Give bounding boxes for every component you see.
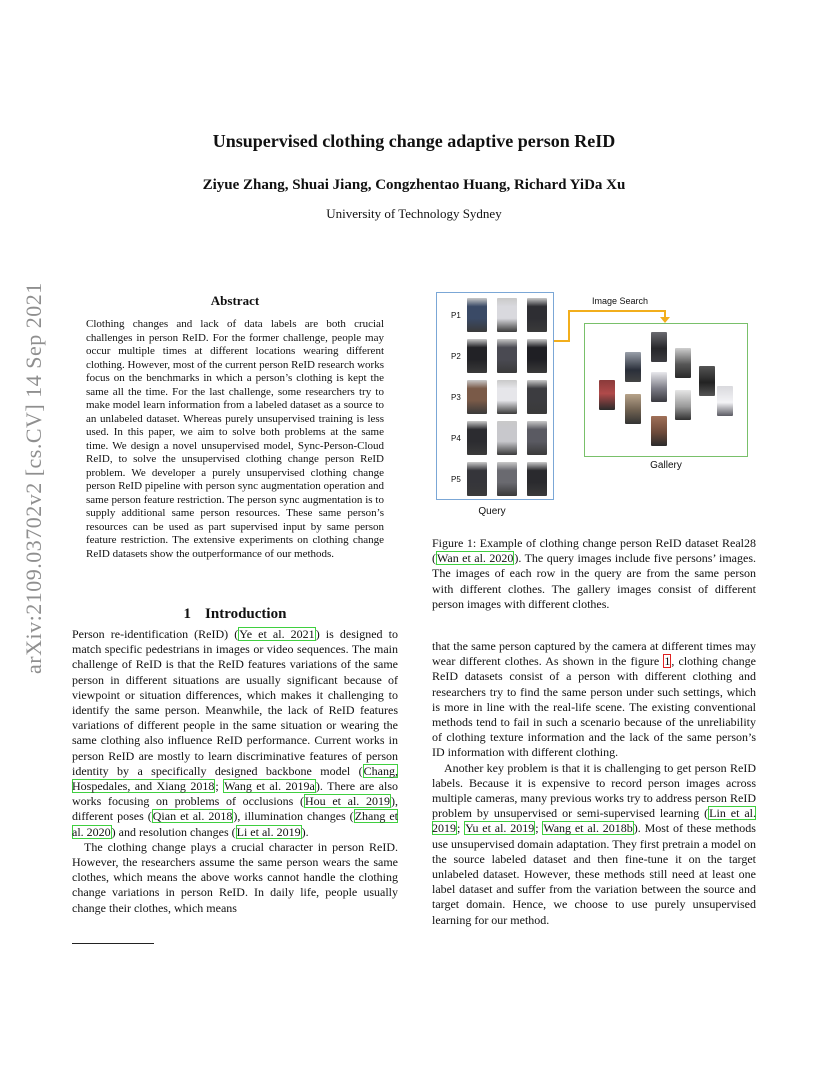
text-run: ) is designed to match specific pedestrians in images or video sequences. The main challenge of ReID is that the ReID features variations of the same person in different situations are usually significant because of viewpoint or situation differences, which makes it challenging to identify the same person. Meanwhile, the lack of ReID features variations of different people in the same situation or wearing the same clothing also influence ReID performance. Current works in person ReID are mostly to learn discriminative features of person identity by a specifically designed backbone model (	[72, 627, 398, 778]
query-person-image	[497, 339, 517, 373]
paper-affiliation: University of Technology Sydney	[326, 206, 502, 221]
text-run: ). The query images include five persons’ images. The images of each row in the query are from the same person with different clothes. The gallery images consist of different person images with different clothes.	[432, 551, 757, 611]
query-row-label: P4	[451, 434, 461, 443]
text-run: ), illumination changes (	[233, 809, 354, 824]
text-run: ).	[301, 824, 309, 839]
image-search-label: Image Search	[591, 296, 649, 306]
text-run: ) and resolution changes (	[111, 824, 236, 839]
search-arrow-segment	[568, 310, 666, 312]
citation-link[interactable]: Wang et al. 2018b	[543, 821, 633, 836]
citation-link[interactable]: Lin et al. 2019	[432, 806, 757, 836]
text-run: that the same person captured by the camera at different times may wear different clothes. As shown in the figure	[432, 639, 756, 669]
gallery-person-image	[675, 348, 691, 378]
text-run: ;	[215, 779, 224, 794]
gallery-person-image	[625, 394, 641, 424]
query-person-image	[467, 298, 487, 332]
query-row-label: P1	[451, 311, 461, 320]
query-person-image	[467, 380, 487, 414]
citation-link[interactable]: Zhang et al. 2020	[72, 809, 398, 839]
text-run: Person re-identification (ReID) (	[72, 627, 239, 641]
arxiv-identifier-stamp: arXiv:2109.03702v2 [cs.CV] 14 Sep 2021	[21, 282, 46, 674]
gallery-person-image	[651, 416, 667, 446]
gallery-person-image	[599, 380, 615, 410]
query-label: Query	[478, 506, 506, 517]
query-person-image	[467, 339, 487, 373]
gallery-person-image	[699, 366, 715, 396]
query-person-image	[527, 421, 547, 455]
citation-link[interactable]: Wang et al. 2019a	[224, 779, 315, 794]
section-number: 1	[183, 606, 192, 622]
text-run: ;	[457, 821, 465, 836]
query-person-image	[467, 421, 487, 455]
query-person-image	[527, 339, 547, 373]
text-run: ). There are also works focusing on problems of occlusions (	[72, 779, 398, 809]
intro-paragraph-3	[432, 639, 756, 761]
abstract-heading: Abstract	[210, 293, 260, 308]
query-row-label: P3	[451, 393, 461, 402]
citation-link[interactable]: Wan et al. 2020	[437, 551, 514, 566]
query-person-image	[467, 462, 487, 496]
gallery-panel	[584, 323, 748, 457]
footnote-rule	[72, 943, 154, 944]
query-row-label: P2	[451, 352, 461, 361]
citation-link[interactable]: Hou et al. 2019	[304, 794, 390, 809]
intro-paragraph-1	[72, 627, 398, 840]
citation-link[interactable]: Yu et al. 2019	[465, 821, 535, 836]
query-person-image	[497, 462, 517, 496]
citation-link[interactable]: Qian et al. 2018	[152, 809, 233, 824]
text-run: ;	[535, 821, 543, 836]
text-run: ), different poses (	[72, 794, 398, 824]
search-arrow-segment	[568, 310, 570, 342]
figure-reference-link[interactable]: 1	[664, 654, 671, 669]
query-person-image	[527, 462, 547, 496]
section-heading-introduction	[72, 606, 398, 623]
left-column-body	[72, 627, 398, 916]
query-person-image	[497, 298, 517, 332]
section-title: Introduction	[205, 606, 287, 622]
text-run: Figure 1: Example of clothing change person ReID dataset Real28 (	[432, 536, 756, 566]
paper-authors: Ziyue Zhang, Shuai Jiang, Congzhentao Huang, Richard YiDa Xu	[202, 177, 626, 193]
citation-link[interactable]: Li et al. 2019	[236, 824, 301, 839]
text-run: , clothing change ReID datasets consist of a person with different clothing and researchers try to find the same person under such settings, which is more in line with the real-life scene. The existing conventional methods tend to fail in such a scenario because of the unreliability of clothing texture information and the lack of the same person’s ID information with different clothing.	[432, 654, 756, 760]
query-person-image	[497, 421, 517, 455]
abstract-text: Clothing changes and lack of data labels are both crucial challenges in person ReID. For the former challenge, people may occur multiple times at different locations wearing different clothing. However, most of the current person ReID research works focus on the benchmarks in which a person’s clothing is kept the same all the time. For the last challenge, some researchers try to make model learn information from a labeled dataset as a source to an unlabeled dataset. Whereas purely unsupervised training is less used. In this paper, we aim to solve both problems at the same time. We design a novel unsupervised model, Sync-Person-Cloud ReID, to solve the unsupervised clothing change person ReID problem. We developer a purely unsupervised clothing change person ReID pipeline with person sync augmentation operation and same person feature restriction. The person sync augmentation is to supply additional same person resources. These same person’s resources can be used as part supervised input by same person feature restriction. The extensive experiments on clothing change ReID datasets show the outperformance of our methods.	[86, 318, 384, 560]
query-person-image	[527, 298, 547, 332]
gallery-person-image	[651, 332, 667, 362]
intro-paragraph-4	[432, 761, 756, 928]
intro-paragraph-2: The clothing change plays a crucial character in person ReID. However, the researchers assume the same person wears the same clothes, which means the above works cannot handle the clothing change variations in person ReID. In daily life, people usually change their clothes, which means	[72, 839, 398, 915]
paper-title: Unsupervised clothing change adaptive person ReID	[212, 131, 616, 151]
gallery-person-image	[717, 386, 733, 416]
gallery-label: Gallery	[650, 460, 682, 471]
figure-caption	[432, 536, 756, 612]
text-run: ). Most of these methods use unsupervised domain adaptation. They first pretrain a model on the source labeled dataset and then fine-tune it on the target unlabeled dataset. However, these methods still need at least one label dataset and suffer from the variation between the source and target domain. Hence, we choose to use purely unsupervised learning for our method.	[432, 821, 756, 927]
text-run: Another key problem is that it is challenging to get person ReID labels. Because it is expensive to record person images across multiple cameras, many previous works try to address person ReID problem by unsupervised or semi-supervised learning (	[432, 760, 756, 821]
gallery-person-image	[651, 372, 667, 402]
query-row-label: P5	[451, 475, 461, 484]
citation-link[interactable]: Chang, Hospedales, and Xiang 2018	[72, 763, 398, 794]
citation-link[interactable]: Ye et al. 2021	[239, 627, 315, 641]
query-person-image	[497, 380, 517, 414]
right-column-body	[432, 639, 756, 928]
gallery-person-image	[625, 352, 641, 382]
gallery-person-image	[675, 390, 691, 420]
query-person-image	[527, 380, 547, 414]
